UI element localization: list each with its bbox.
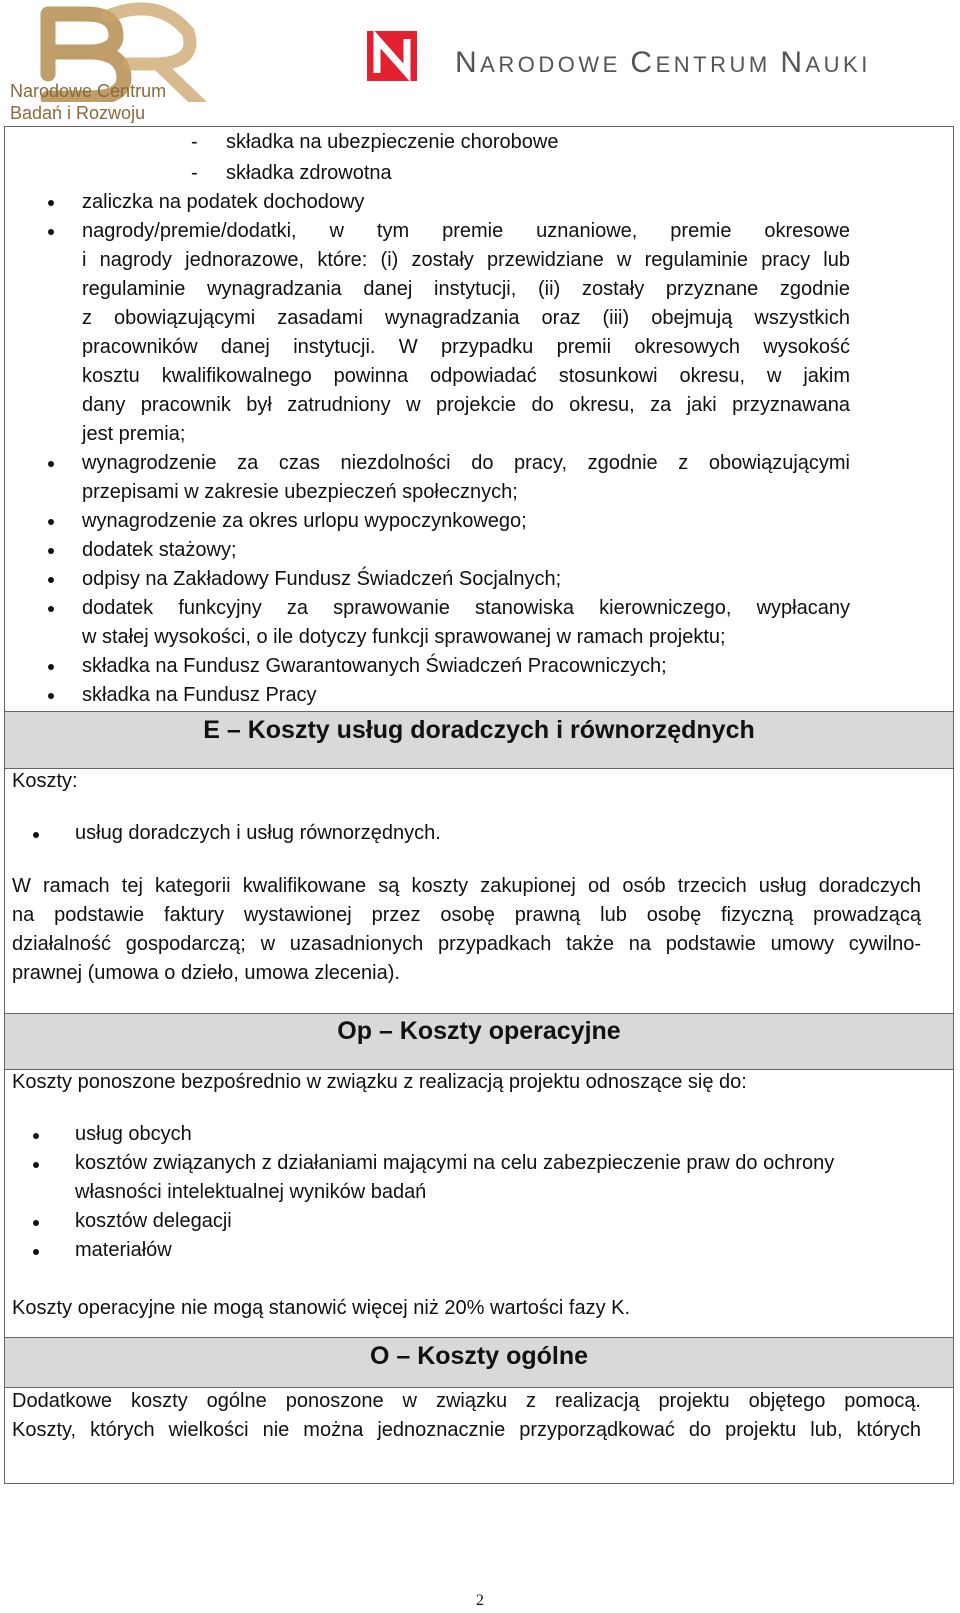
- section-op-intro: Koszty ponoszone bezpośrednio w związku z realizacją projektu odnoszące się do:: [12, 1071, 747, 1093]
- list-item-line: przepisami w zakresie ubezpieczeń społecznych;: [82, 481, 518, 503]
- page-number: 2: [476, 1592, 484, 1609]
- bullet-icon: [48, 461, 54, 467]
- list-item: materiałów: [75, 1239, 172, 1261]
- bullet-icon: [33, 1249, 39, 1255]
- paragraph-line: prawnej (umowa o dzieło, umowa zlecenia).: [12, 962, 400, 984]
- list-item-line: i nagrody jednorazowe, które: (i) zostały przewidziane w regulaminie pracy lub: [82, 249, 850, 271]
- list-item: składka zdrowotna: [226, 162, 392, 184]
- ncn-logo-icon: [367, 31, 417, 81]
- list-item: usług doradczych i usług równorzędnych.: [75, 822, 441, 844]
- dash-marker: -: [191, 131, 198, 153]
- list-item-line: kosztu kwalifikowalnego powinna odpowiadać stosunkowi okresu, w jakim: [82, 365, 850, 387]
- list-item: zaliczka na podatek dochodowy: [82, 191, 365, 213]
- paragraph-line: działalność gospodarczą; w uzasadnionych przypadkach także na podstawie umowy cywilno-: [12, 933, 921, 955]
- section-e-intro: Koszty:: [12, 770, 78, 792]
- paragraph-line: Koszty, których wielkości nie można jednoznacznie przyporządkować do projektu lub, których: [12, 1419, 921, 1441]
- list-item-line: jest premia;: [82, 423, 186, 445]
- list-item: odpisy na Zakładowy Fundusz Świadczeń Socjalnych;: [82, 568, 562, 590]
- list-item: składka na ubezpieczenie chorobowe: [226, 131, 559, 153]
- section-o-title: O – Koszty ogólne: [369, 1342, 589, 1370]
- ncbr-name-line1: Narodowe Centrum: [10, 81, 167, 101]
- bullet-icon: [33, 832, 39, 838]
- list-item-line: dodatek funkcyjny za sprawowanie stanowiska kierowniczego, wypłacany: [82, 597, 850, 619]
- list-item: składka na Fundusz Gwarantowanych Świadczeń Pracowniczych;: [82, 655, 667, 677]
- bullet-icon: [48, 229, 54, 235]
- list-item-line: dany pracownik był zatrudniony w projekcie do okresu, za jaki przyznawana: [82, 394, 850, 416]
- list-item-line: pracowników danej instytucji. W przypadku premii okresowych wysokość: [82, 336, 850, 358]
- list-item: dodatek stażowy;: [82, 539, 237, 561]
- paragraph-line: Dodatkowe koszty ogólne ponoszone w związku z realizacją projektu objętego pomocą.: [12, 1390, 921, 1412]
- list-item-line: z obowiązującymi zasadami wynagradzania oraz (iii) obejmują wszystkich: [82, 307, 850, 329]
- list-item-line: kosztów związanych z działaniami mającymi na celu zabezpieczenie praw do ochrony: [75, 1152, 835, 1174]
- list-item-line: regulaminie wynagradzania danej instytucji, (ii) zostały przyznane zgodnie: [82, 278, 850, 300]
- list-item: usług obcych: [75, 1123, 192, 1145]
- bullet-icon: [48, 519, 54, 525]
- bullet-icon: [48, 664, 54, 670]
- paragraph-line: na podstawie faktury wystawionej przez osobę prawną lub osobę fizyczną prowadzącą: [12, 904, 921, 926]
- list-item-line: w stałej wysokości, o ile dotyczy funkcji sprawowanej w ramach projektu;: [82, 626, 726, 648]
- bullet-icon: [33, 1133, 39, 1139]
- ncbr-logo: [4, 2, 224, 124]
- bullet-icon: [33, 1162, 39, 1168]
- list-item: wynagrodzenie za okres urlopu wypoczynkowego;: [82, 510, 527, 532]
- bullet-icon: [48, 606, 54, 612]
- list-item-line: nagrody/premie/dodatki, w tym premie uznaniowe, premie okresowe: [82, 220, 850, 242]
- list-item: składka na Fundusz Pracy: [82, 684, 317, 706]
- paragraph-line: W ramach tej kategorii kwalifikowane są koszty zakupionej od osób trzecich usług doradczych: [12, 875, 921, 897]
- bullet-icon: [48, 577, 54, 583]
- section-e-title: E – Koszty usług doradczych i równorzędnych: [203, 716, 755, 744]
- section-op-title: Op – Koszty operacyjne: [337, 1017, 621, 1045]
- bullet-icon: [48, 693, 54, 699]
- cost-categories-table: [4, 126, 954, 1484]
- list-item-line: wynagrodzenie za czas niezdolności do pracy, zgodnie z obowiązującymi: [82, 452, 850, 474]
- page-header: [0, 0, 960, 125]
- bullet-icon: [33, 1220, 39, 1226]
- ncbr-name-line2: Badań i Rozwoju: [10, 103, 146, 123]
- ncn-logo-text: NARODOWE CENTRUM NAUKI: [455, 46, 871, 79]
- bullet-icon: [48, 548, 54, 554]
- list-item: kosztów delegacji: [75, 1210, 232, 1232]
- list-item-line: własności intelektualnej wyników badań: [75, 1181, 427, 1203]
- bullet-icon: [48, 200, 54, 206]
- dash-marker: -: [191, 162, 198, 184]
- section-op-note: Koszty operacyjne nie mogą stanowić więcej niż 20% wartości fazy K.: [12, 1297, 631, 1319]
